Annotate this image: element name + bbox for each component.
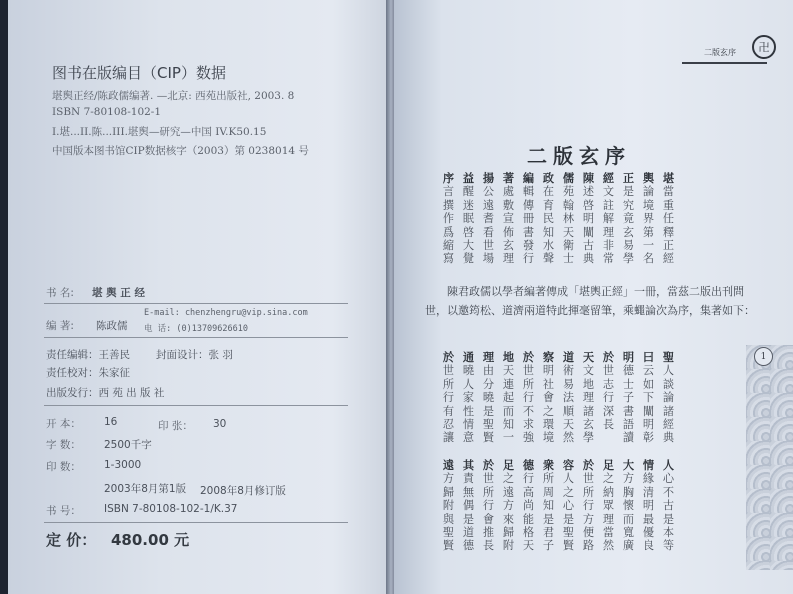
price-value: 480.00 元 <box>111 531 190 549</box>
cloud-pattern-border <box>746 345 793 570</box>
poem-column: 察 明 社 會 之 環 境 <box>542 350 555 445</box>
isbn-value: ISBN 7-80108-102-1/K.37 <box>104 503 238 515</box>
copyright-page <box>8 0 390 594</box>
running-header: 二版玄序 <box>704 48 736 57</box>
poem-column: 於 世 所 行 會 推 長 <box>482 458 495 553</box>
preface-page <box>394 0 793 594</box>
author-email: E-mail: chenzhengru@vip.sina.com <box>144 308 308 318</box>
poem-column: 情 緣 清 明 最 優 良 <box>642 458 655 553</box>
divider <box>44 337 348 338</box>
poem-column: 大 方 胸 懷 而 寬 廣 <box>622 458 635 553</box>
page-number: 1 <box>754 347 773 366</box>
cip-line: I.堪...II.陈...III.堪舆—研究—中国 IV.K50.15 <box>52 126 267 138</box>
poem-column: 政 在 育 民 知 水 聲 <box>542 171 555 266</box>
author-label: 编 著: <box>46 320 74 332</box>
poem-column: 正 是 究 竟 玄 易 學 <box>622 171 635 266</box>
poem-column: 編 輯 傳 冊 書 發 行 <box>522 171 535 266</box>
poem-column: 足 之 納 眾 理 當 然 <box>602 458 615 553</box>
header-rule <box>682 62 767 64</box>
poem-block-top <box>442 172 675 266</box>
poem-column: 通 曉 人 家 性 情 意 <box>462 350 475 445</box>
print-value: 1-3000 <box>104 459 142 471</box>
price-label: 定 价： <box>46 531 97 549</box>
poem-column: 曰 云 如 下 闡 明 彰 <box>642 350 655 445</box>
format-label: 开 本： <box>46 418 81 430</box>
cip-line: 中国版本图书馆CIP数据核字（2003）第 0238014 号 <box>52 145 309 157</box>
poem-column: 益 醒 迷 眠 啓 大 覺 <box>462 171 475 266</box>
cip-line: 堪舆正经/陈政儒编著. —北京: 西苑出版社, 2003. 8 <box>52 90 295 102</box>
poem-column: 堪 當 重 任 釋 正 經 <box>662 171 675 266</box>
book-title: 堪 舆 正 经 <box>92 287 145 299</box>
cip-title: 图书在版编目（CIP）数据 <box>52 64 226 82</box>
cover-designer: 封面设计：张 羽 <box>156 349 233 361</box>
cip-line: ISBN 7-80108-102-1 <box>52 106 162 118</box>
poem-column: 道 術 易 法 順 天 然 <box>562 350 575 445</box>
poem-column: 揚 公 遠 耆 看 世 場 <box>482 171 495 266</box>
editor: 责任编辑：王善民 <box>46 349 130 361</box>
poem-column: 輿 論 境 界 第 一 名 <box>642 171 655 266</box>
poem-column: 足 之 遠 方 來 歸 附 <box>502 458 515 553</box>
isbn-label: 书 号： <box>46 505 81 517</box>
poem-column: 明 德 士 子 書 語 讀 <box>622 350 635 445</box>
poem-column: 人 心 不 古 是 本 等 <box>662 458 675 553</box>
print-label: 印 数： <box>46 461 81 473</box>
poem-column: 容 人 之 心 是 聖 賢 <box>562 458 575 553</box>
poem-column: 聖 人 談 論 諸 經 典 <box>662 350 675 445</box>
poem-column: 地 天 連 起 而 知 一 <box>502 350 515 445</box>
publisher: 出版发行：西 苑 出 版 社 <box>46 387 165 399</box>
author-name: 陈政儒 <box>96 320 128 332</box>
words-value: 2500千字 <box>104 439 152 451</box>
poem-column: 理 由 分 曉 是 聖 賢 <box>482 350 495 445</box>
poem-column: 經 文 註 解 理 非 常 <box>602 171 615 266</box>
swastika-emblem-icon: 卍 <box>752 35 776 59</box>
section-title: 二版玄序 <box>527 144 631 168</box>
poem-column: 儒 苑 翰 林 天 衛 士 <box>562 171 575 266</box>
poem-column: 於 世 志 行 深 長 <box>602 350 615 432</box>
poem-block-bottom <box>442 459 675 553</box>
sheets-label: 印 张： <box>158 420 193 432</box>
poem-column: 陳 述 啓 明 闡 古 典 <box>582 171 595 266</box>
sheets-value: 30 <box>213 418 227 430</box>
edition-revised: 2008年8月修订版 <box>200 485 286 497</box>
poem-column: 於 世 所 行 方 便 路 <box>582 458 595 553</box>
poem-column: 衆 所 周 知 是 君 子 <box>542 458 555 553</box>
poem-column: 於 世 所 行 有 忍 讓 <box>442 350 455 445</box>
divider <box>44 303 348 304</box>
poem-block-middle <box>442 351 675 445</box>
poem-column: 德 行 高 尚 能 格 天 <box>522 458 535 553</box>
preface-paragraph: 陳君政儒以學者編著傳成「堪輿正經」一冊，當茲二版出刊問世，以邀筠松、道濟兩道特此揮毫留筆，乘蠅論次為序，集著如下： <box>425 285 755 317</box>
divider <box>44 522 348 523</box>
edition-first: 2003年8月第1版 <box>104 483 187 495</box>
poem-column: 序 言 撰 作 爲 縮 寫 <box>442 171 455 266</box>
poem-column: 於 世 所 行 不 求 強 <box>522 350 535 445</box>
poem-column: 遠 方 歸 附 與 聖 賢 <box>442 458 455 553</box>
author-phone: 电 话: (0)13709626610 <box>144 324 248 334</box>
poem-column: 天 文 地 理 諸 玄 學 <box>582 350 595 445</box>
book-name-label: 书 名: <box>46 287 74 299</box>
proofreader: 责任校对：朱家征 <box>46 367 130 379</box>
format-value: 16 <box>104 416 118 428</box>
divider <box>44 405 348 406</box>
words-label: 字 数： <box>46 439 81 451</box>
poem-column: 其 責 無 偶 是 道 德 <box>462 458 475 553</box>
poem-column: 著 處 敷 宣 佈 玄 理 <box>502 171 515 266</box>
